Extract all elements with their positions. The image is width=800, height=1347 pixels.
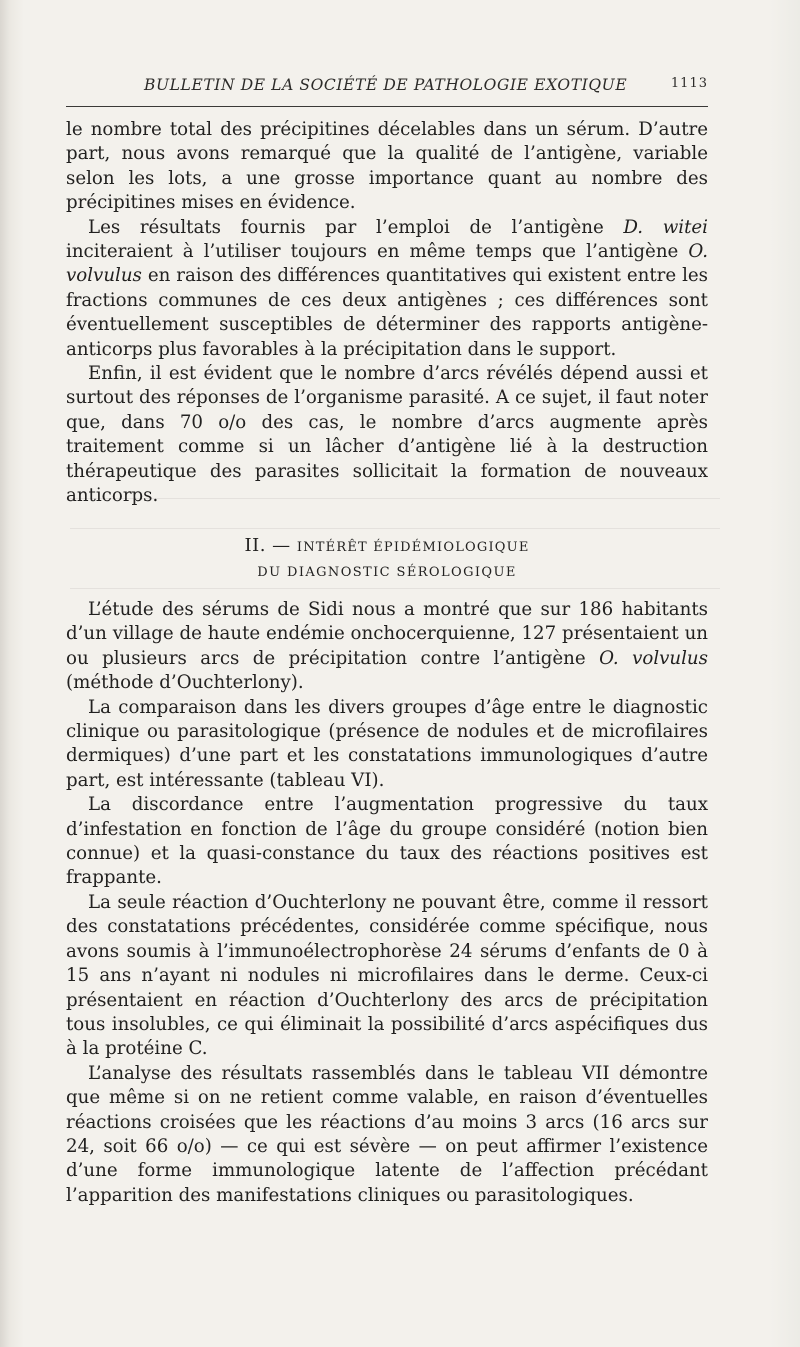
text-block-2	[66, 598, 708, 1208]
text-run: en raison des différences quantitatives qui existent entre les fractions communes de ces deux antigènes ; ces différences sont éventuellement susceptibles de déterminer des rapports antigène-anticorps plus favorables à la précipitation dans le support.	[66, 265, 708, 360]
paragraph	[66, 598, 708, 696]
paragraph: La seule réaction d’Ouchterlony ne pouvant être, comme il ressort des constatations précédentes, considérée comme spécifique, nous avons soumis à l’immunoélectrophorèse 24 sérums d’enfants de 0 à 15 ans n’ayant ni nodules ni microfilaires dans le derme. Ceux-ci présentaient en réaction d’Ouchterlony des arcs de précipitation tous insolubles, ce qui éliminait la possibilité d’arcs aspécifiques dus à la protéine C.	[66, 891, 708, 1060]
bleed-through-line	[70, 588, 720, 589]
paragraph	[66, 216, 708, 362]
paragraph: L’analyse des résultats rassemblés dans le tableau VII démontre que même si on ne retient comme valable, en raison d’éventuelles réactions croisées que les réactions d’au moins 3 arcs (16 arcs sur 24, soit 66 o/o) — ce qui est sévère — on peut affirmer l’existence d’une forme immunologique latente de l’affection précédant l’apparition des manifestations cliniques ou parasitologiques.	[66, 1062, 708, 1206]
paragraph: La discordance entre l’augmentation progressive du taux d’infestation en fonction de l’âge du groupe considéré (notion bien connue) et la quasi-constance du taux des réactions positives est frappante.	[66, 794, 708, 889]
species-name: O. volvulus	[599, 647, 708, 669]
paragraph: le nombre total des précipitines décelables dans un sérum. D’autre part, nous avons remarqué que la qualité de l’antigène, variable selon les lots, a une grosse importance quant au nombre des précipitines mises en évidence.	[66, 119, 708, 214]
running-header	[66, 76, 708, 102]
page-number: 1113	[670, 76, 708, 91]
text-run: inciteraient à l’utiliser toujours en même temps que l’antigène	[66, 241, 689, 263]
species-name: D. witei	[623, 216, 708, 238]
text-run: (méthode d’Ouchterlony).	[66, 672, 304, 694]
text-run: Les résultats fournis par l’emploi de l’antigène	[88, 216, 624, 238]
bleed-through-line	[70, 528, 720, 529]
section-numeral: II. —	[244, 535, 297, 556]
text-block-1	[66, 118, 708, 509]
paragraph: La comparaison dans les divers groupes d’âge entre le diagnostic clinique ou parasitologique (présence de nodules et de microfilaires dermiques) d’une part et les constatations immunologiques d’autre part, est intéressante (tableau VI).	[66, 696, 708, 791]
text-run: L’étude des sérums de Sidi nous a montré que sur 186 habitants d’un village de haute endémie onchocerquienne, 127 présentaient un ou plusieurs arcs de précipitation contre l’antigène	[66, 599, 708, 669]
header-rule	[66, 106, 708, 107]
species-name: O. volvulus	[66, 241, 708, 287]
journal-title: BULLETIN DE LA SOCIÉTÉ DE PATHOLOGIE EXOTIQUE	[144, 76, 628, 94]
section-title-line2: DU DIAGNOSTIC SÉROLOGIQUE	[257, 565, 517, 580]
section-title: INTÉRÊT ÉPIDÉMIOLOGIQUE	[296, 540, 530, 555]
section-title-line1	[66, 533, 708, 561]
section-heading	[66, 533, 708, 584]
paragraph: Enfin, il est évident que le nombre d’arcs révélés dépend aussi et surtout des réponses de l’organisme parasité. A ce sujet, il faut noter que, dans 70 o/o des cas, le nombre d’arcs augmente après traitement comme si un lâcher d’antigène lié à la destruction thérapeutique des parasites sollicitait la formation de nouveaux anticorps.	[66, 363, 708, 507]
